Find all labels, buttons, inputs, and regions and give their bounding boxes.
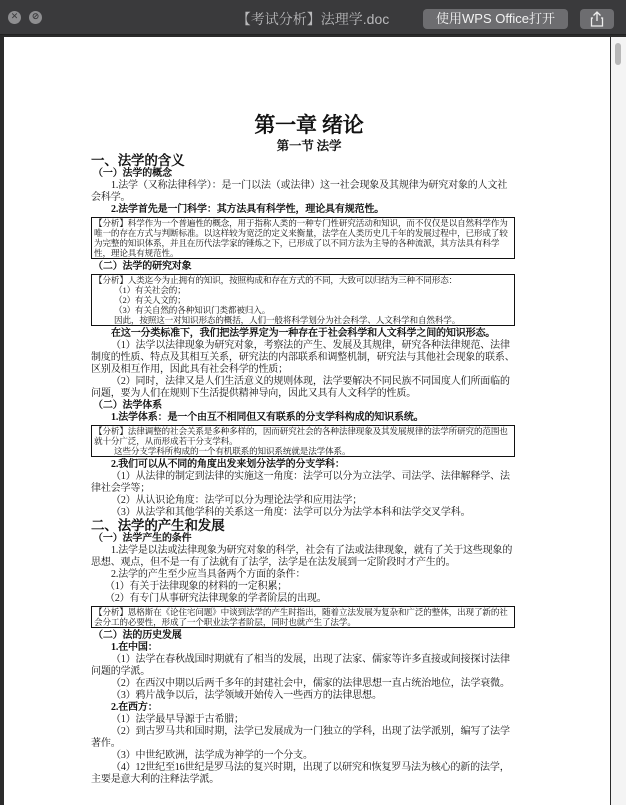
paragraph: 1.在中国： (111, 642, 158, 653)
paragraph: （1）法学以法律现象为研究对象，考察法的产生、发展及其规律，研究各种法律规范、法律制度的性质、特点及其相互关系，研究法的内部联系和调整机制，研究法与其他社会现象的联系、区别及相互作用，因此具有社会科学的性质； (91, 340, 515, 375)
analysis-text: 因此，按照这一对知识形态的概括，人们一般将科学划分为社会科学、人文科学和自然科学。 (114, 315, 461, 325)
paragraph: （3）中世纪欧洲，法学成为神学的一个分支。 (111, 750, 313, 761)
title-bar (0, 0, 626, 35)
window-title: 【考试分析】法理学.doc (236, 11, 390, 27)
paragraph: （2）在西汉中期以后两千多年的封建社会中，儒家的法律思想一直占统治地位，法学衰微。 (111, 678, 510, 689)
share-button[interactable] (580, 9, 614, 29)
scrollbar-thumb[interactable] (615, 43, 621, 65)
analysis-box (91, 606, 515, 628)
analysis-text: 【分析】恩格斯在《论住宅问题》中谈到法学的产生时指出，随着立法发展为复杂和广泛的整体，出现了新的社会分工的必要性，形成了一个职业法学者阶层，同时也就产生了法学。 (94, 607, 508, 627)
analysis-text: 这些分支学科所构成的一个有机联系的知识系统就是法学体系。 (114, 446, 351, 456)
paragraph: （2）到古罗马共和国时期，法学已发展成为一门独立的学科，出现了法学派别，编写了法学著作。 (91, 726, 510, 749)
share-icon (580, 9, 614, 29)
section-title: 第一节 法学 (276, 139, 342, 153)
minimize-icon[interactable]: ⊘ (29, 11, 42, 24)
subheading: （一）法学产生的条件 (93, 533, 192, 544)
paragraph: （4）12世纪至16世纪是罗马法的复兴时期，出现了以研究和恢复罗马法为核心的新的法学，主要是意大利的注释法学派。 (91, 762, 510, 785)
analysis-text: 【分析】人类迄今为止拥有的知识，按照构成和存在方式的不同，大致可以归结为三种不同形态： (94, 275, 458, 285)
analysis-text: （2）有关人文的； (114, 295, 186, 305)
open-with-wps-button[interactable]: 使用WPS Office打开 (423, 9, 568, 29)
paragraph: 2.法学的产生至少应当具备两个方面的条件： (111, 569, 306, 580)
list-item: （2）有专门从事研究法律现象的学者阶层的出现。 (105, 593, 327, 604)
analysis-box (91, 217, 515, 259)
analysis-text: 【分析】法律调整的社会关系是多种多样的，因而研究社会的各种法律现象及其发展规律的法学所研究的范围也就十分广泛，从而形成若干分支学科。 (94, 426, 508, 446)
paragraph: 2.我们可以从不同的角度出发来划分法学的分支学科： (111, 459, 345, 470)
analysis-text: （3）有关自然的各种知识门类都被归入。 (114, 305, 271, 315)
subheading: （一）法学的概念 (93, 168, 172, 179)
analysis-box (91, 425, 515, 457)
document-content (91, 113, 515, 786)
paragraph: 1.法学（又称法律科学）：是一门以法（或法律）这一社会现象及其规律为研究对象的人文社会科学。 (91, 180, 508, 203)
paragraph: （1）法学在春秋战国时期就有了相当的发展，出现了法家、儒家等许多直接或间接探讨法律问题的学派。 (91, 654, 510, 677)
document-page (4, 37, 610, 805)
chapter-title: 第一章 绪论 (254, 113, 364, 137)
list-item: （1）有关于法律现象的材料的一定积累； (105, 581, 288, 592)
analysis-text: （1）有关社会的； (114, 285, 186, 295)
paragraph: 在这一分类标准下，我们把法学界定为一种存在于社会科学和人文科学之间的知识形态。 (111, 328, 496, 339)
paragraph: 1.法学是以法或法律现象为研究对象的科学，社会有了法或法律现象，就有了关于这些现象的思想、观点，但不是一有了法就有了法学，法学是在法发展到一定阶段时才产生的。 (91, 545, 513, 568)
paragraph: （3）鸦片战争以后，法学领域开始传入一些西方的法律思想。 (111, 690, 382, 701)
paragraph: 2.法学首先是一门科学：其方法具有科学性，理论具有规范性。 (111, 204, 385, 215)
paragraph: （1）从法律的制定到法律的实施这一角度：法学可以分为立法学、司法学、法律解释学、法律社会学等； (91, 471, 510, 494)
paragraph: 1.法学体系：是一个由互不相同但又有联系的分支学科构成的知识系统。 (111, 412, 424, 423)
heading: 一、法学的含义 (91, 153, 185, 168)
paragraph: 2.在西方： (111, 702, 158, 713)
subheading: （二）法的历史发展 (93, 630, 182, 641)
subheading: （二）法学体系 (93, 400, 162, 411)
paragraph: （2）同时，法律又是人们生活意义的规则体现，法学要解决不同民族不同国度人们所面临的问题，要为人们在规则下生活提供精神导向，因此又具有人文科学的性质。 (91, 376, 510, 399)
scrollbar[interactable] (611, 37, 626, 805)
heading: 二、法学的产生和发展 (91, 518, 225, 533)
paragraph: （3）从法学和其他学科的关系这一角度：法学可以分为法学本科和法学交叉学科。 (111, 507, 471, 518)
analysis-box (91, 274, 515, 326)
paragraph: （1）法学最早导源于古希腊； (111, 714, 244, 725)
analysis-text: 【分析】科学作为一个普遍性的概念，用于指称人类的一种专门性研究活动和知识，而不仅仅是以自然科学作为唯一的存在方式与判断标准。以这样较为宽泛的定义来衡量，法学在人类历史几千年的发展过程中，已形成了较为完整的知识体系，并且在历代法学家的锤炼之下，已形成了以不同方法为主导的各种流派，其方法具有科学性，理论具有规范性。 (94, 218, 508, 258)
close-icon[interactable]: ✕ (8, 11, 21, 24)
paragraph: （2）从认识论角度：法学可以分为理论法学和应用法学； (111, 495, 363, 506)
subheading: （二）法学的研究对象 (93, 261, 192, 272)
